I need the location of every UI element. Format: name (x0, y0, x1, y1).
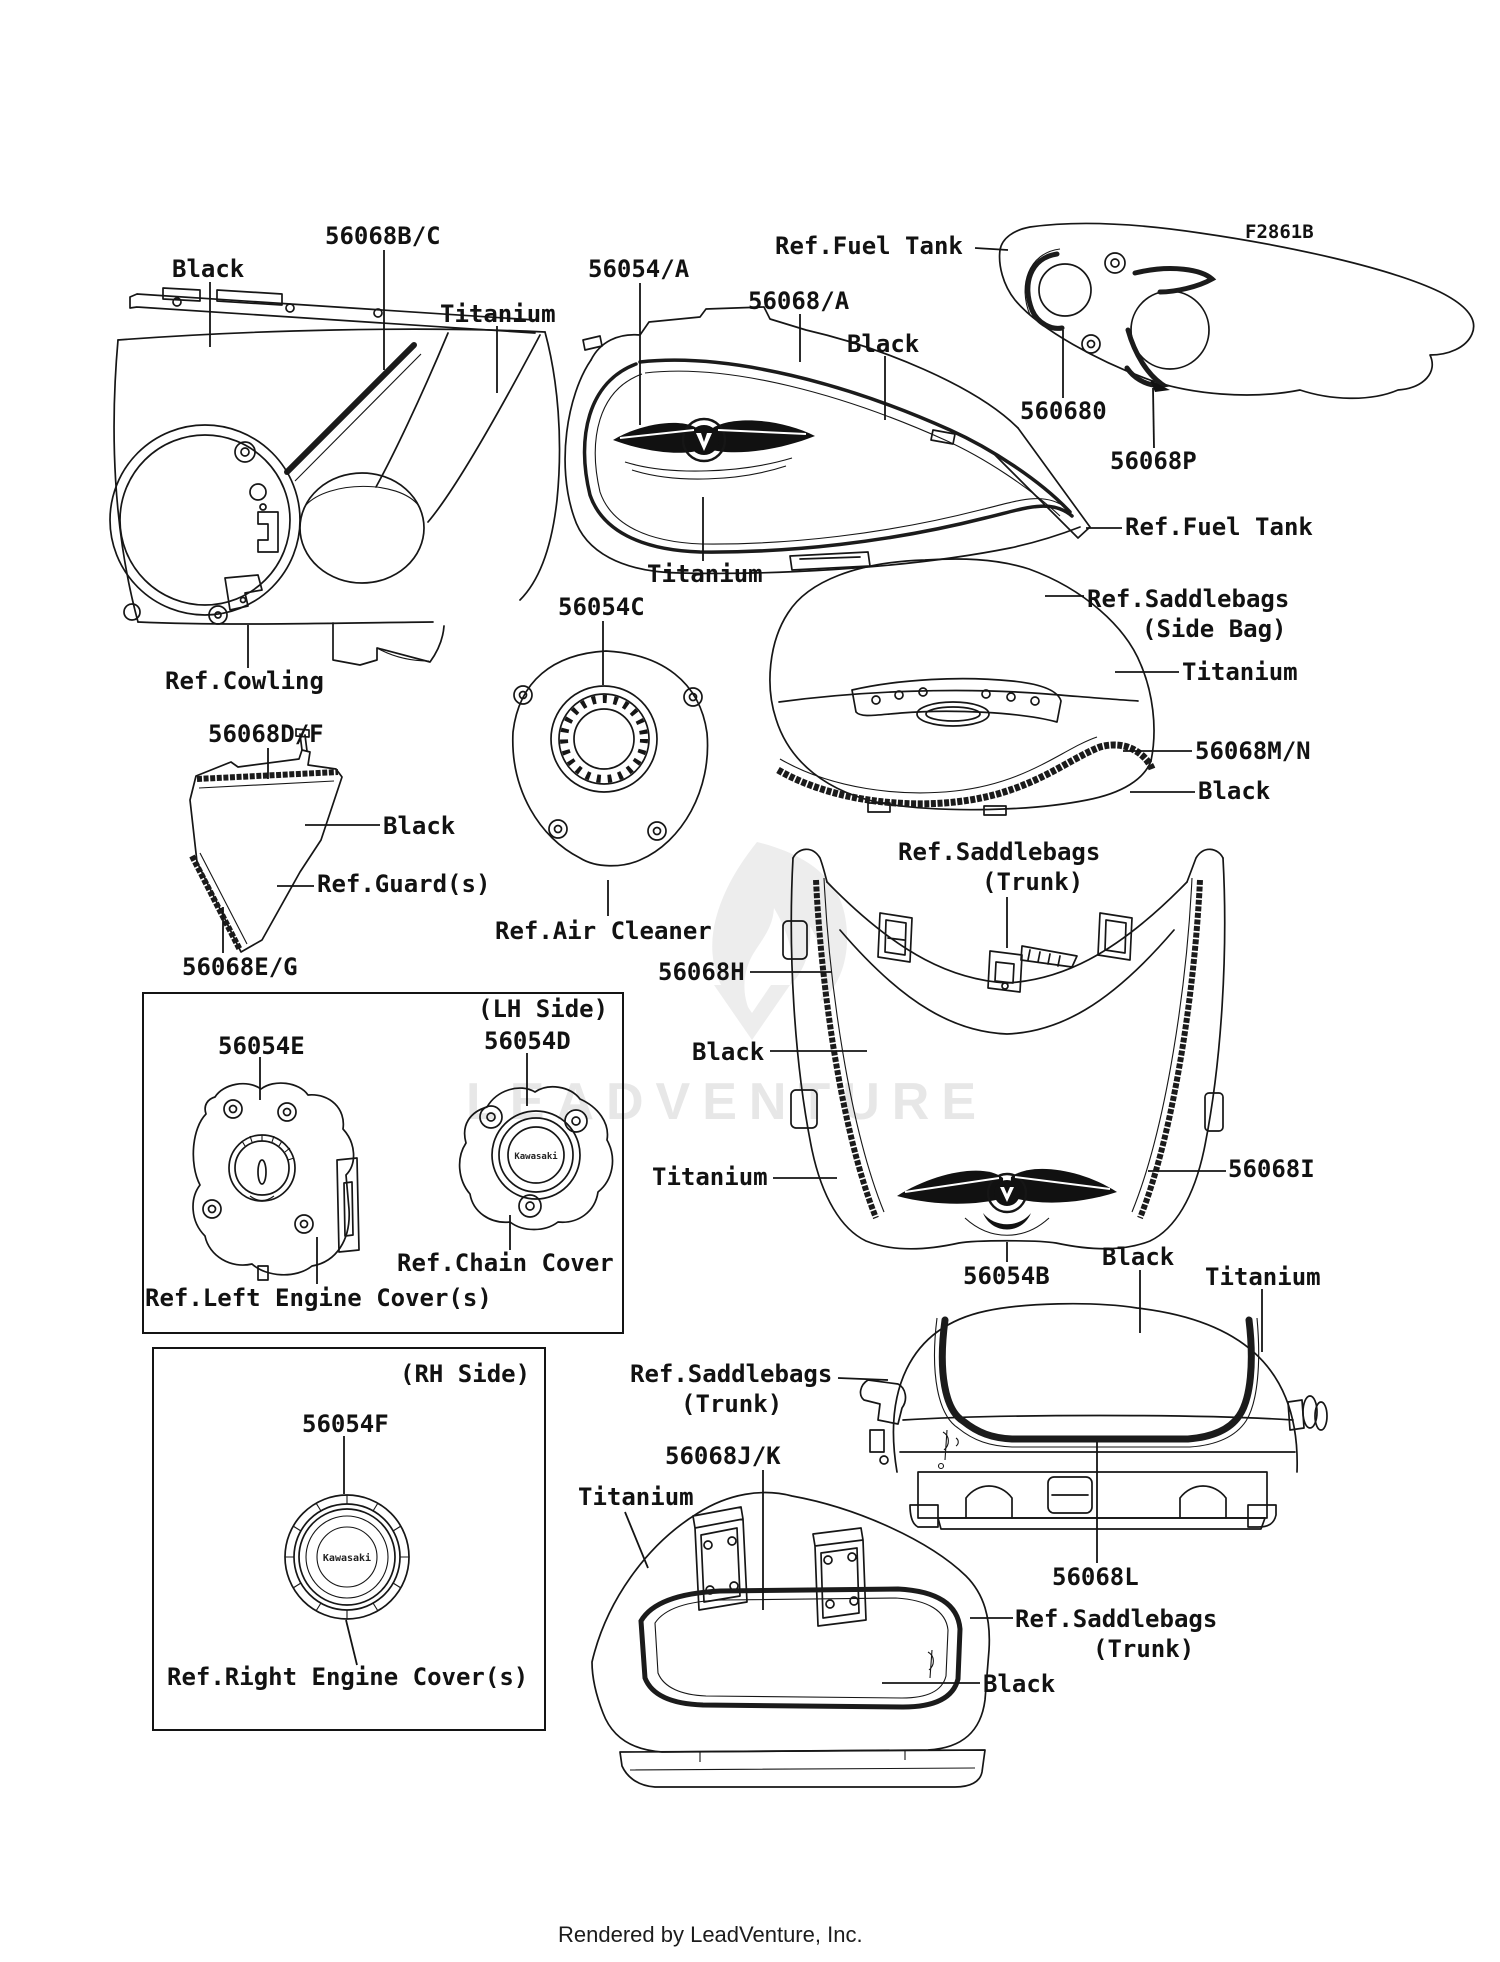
part-number-56054d-label: 56054D (484, 1027, 571, 1055)
trunkrear-color-black-label: Black (1102, 1243, 1175, 1271)
trunk-rear-sub-label: (Trunk) (681, 1390, 783, 1418)
part-number-56068bc-label: 56068B/C (325, 222, 441, 250)
part-number-56068p-label: 56068P (1110, 447, 1197, 475)
trunkrear-color-titanium-label: Titanium (1205, 1263, 1321, 1291)
cowling-color-black-label: Black (172, 255, 245, 283)
trunkside-color-titanium-label: Titanium (578, 1483, 694, 1511)
sidebag-sub-label: (Side Bag) (1142, 615, 1287, 643)
ref-saddlebags-trunk-label: Ref.Saddlebags (898, 838, 1101, 866)
ref-fuel-tank-label: Ref.Fuel Tank (775, 232, 963, 260)
sidebag-color-titanium-label: Titanium (1182, 658, 1298, 686)
part-number-56068mn-label: 56068M/N (1195, 737, 1311, 765)
rendered-by-footer: Rendered by LeadVenture, Inc. (558, 1922, 863, 1947)
ref-chain-cover-label: Ref.Chain Cover (397, 1249, 614, 1277)
cowling-drawing (110, 288, 560, 665)
part-number-56054b-label: 56054B (963, 1262, 1050, 1290)
sidebag-color-black-label: Black (1198, 777, 1271, 805)
ref-guard-label: Ref.Guard(s) (317, 870, 491, 898)
trunk-side-sub-label: (Trunk) (1093, 1635, 1195, 1663)
part-number-56068l-label: 56068L (1052, 1563, 1139, 1591)
right-engine-cover-drawing (285, 1495, 409, 1619)
fuel-tank-drawing (565, 307, 1090, 573)
guard-color-black-label: Black (383, 812, 456, 840)
part-number-56068i-label: 56068I (1228, 1155, 1315, 1183)
chain-cover-brand-text: Kawasaki (514, 1152, 558, 1162)
right-cover-brand-text: Kawasaki (322, 1553, 372, 1564)
part-number-56068a-label: 56068/A (748, 287, 850, 315)
part-number-56068jk-label: 56068J/K (665, 1442, 781, 1470)
ref-saddlebags-sidebag-label: Ref.Saddlebags (1087, 585, 1290, 613)
trunkside-color-black-label: Black (983, 1670, 1056, 1698)
cowling-color-titanium-label: Titanium (440, 300, 556, 328)
watermark-flame-icon (712, 842, 847, 1040)
ref-cowling-label: Ref.Cowling (165, 667, 324, 695)
meter-console-drawing (1000, 223, 1474, 398)
part-number-56068h-label: 56068H (658, 958, 745, 986)
trunktop-color-black-label: Black (692, 1038, 765, 1066)
ref-right-engine-cover-label: Ref.Right Engine Cover(s) (167, 1663, 529, 1691)
lh-side-caption: (LH Side) (478, 995, 609, 1023)
tank-color-black-label: Black (847, 330, 920, 358)
ref-left-engine-cover-label: Ref.Left Engine Cover(s) (145, 1284, 492, 1312)
guard-drawing (190, 729, 342, 952)
part-number-56054a-label: 56054/A (588, 255, 690, 283)
part-number-56054f-label: 56054F (302, 1410, 389, 1438)
rh-side-caption: (RH Side) (400, 1360, 531, 1388)
trunk-top-drawing (783, 849, 1225, 1248)
part-number-56054c-label: 56054C (558, 593, 645, 621)
ref-saddlebags-side-label: Ref.Saddlebags (1015, 1605, 1218, 1633)
diagram-code-label: F2861B (1245, 221, 1314, 243)
left-engine-cover-drawing (193, 1083, 359, 1280)
tank-color-titanium-label: Titanium (647, 560, 763, 588)
chain-cover-drawing (460, 1087, 613, 1230)
trunk-rear-drawing (861, 1304, 1327, 1529)
ref-air-cleaner-label: Ref.Air Cleaner (495, 917, 712, 945)
trunk-side-drawing (592, 1493, 989, 1787)
trunktop-color-titanium-label: Titanium (652, 1163, 768, 1191)
trunk-sub-label: (Trunk) (982, 868, 1084, 896)
part-number-56068eg-label: 56068E/G (182, 953, 298, 981)
part-number-560680-label: 560680 (1020, 397, 1107, 425)
leadventure-watermark: LEADVENTURE (466, 1073, 989, 1131)
part-number-56054e-label: 56054E (218, 1032, 305, 1060)
ref-saddlebags-rear-label: Ref.Saddlebags (630, 1360, 833, 1388)
ref-fuel-tank-right-label: Ref.Fuel Tank (1125, 513, 1313, 541)
air-cleaner-drawing (513, 651, 708, 866)
part-number-56068df-label: 56068D/F (208, 720, 324, 748)
